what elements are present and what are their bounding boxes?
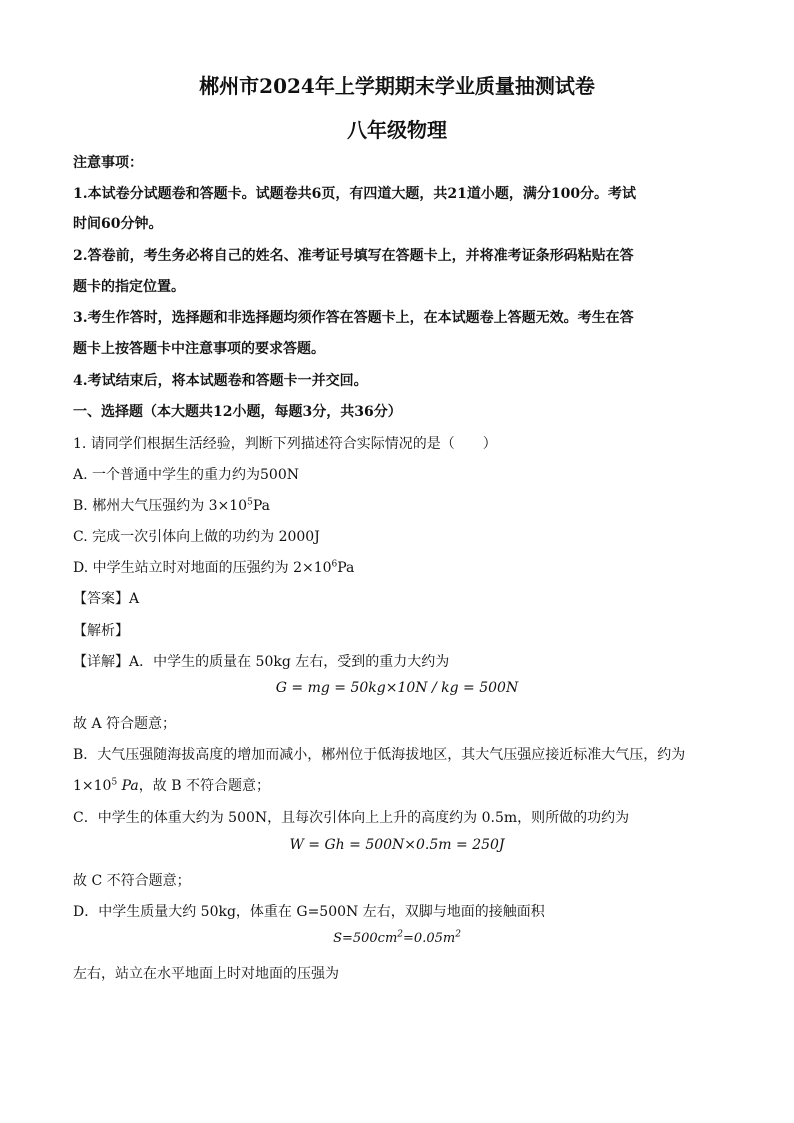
pressure-value: 1×10 <box>73 778 112 794</box>
question-stem: 1. 请同学们根据生活经验，判断下列描述符合实际情况的是（ ） <box>73 436 497 452</box>
detail-a-conclusion: 故 A 符合题意； <box>73 716 177 732</box>
option-c: C. 完成一次引体向上做的功约为 2000J <box>73 529 320 545</box>
option-b-exponent: 5 <box>247 497 253 508</box>
note-3-line-1: 3.考生作答时，选择题和非选择题均须作答在答题卡上，在本试题卷上答题无效。考生在答 <box>73 310 634 326</box>
note-3-line-2: 题卡上按答题卡中注意事项的要求答题。 <box>73 341 325 357</box>
option-b-unit: Pa <box>252 498 270 514</box>
option-d-unit: Pa <box>337 560 355 576</box>
note-2-line-1: 2.答卷前，考生务必将自己的姓名、准考证号填写在答题卡上，并将准考证条形码粘贴在答 <box>73 248 634 264</box>
formula-area <box>0 931 794 946</box>
detail-b-line-1: B．大气压强随海拔高度的增加而减小，郴州位于低海拔地区，其大气压强应接近标准大气压，约为 <box>73 747 686 763</box>
area-text: S=500cm <box>333 931 398 946</box>
formula-work: W = Gh = 500N×0.5m = 250J <box>289 837 505 853</box>
option-a: A. 一个普通中学生的重力约为500N <box>73 467 299 483</box>
detail-b-conclusion: ，故 B 不符合题意； <box>138 778 270 794</box>
pressure-exponent: 5 <box>111 777 118 788</box>
detail-a-line: 【详解】A．中学生的质量在 50kg 左右，受到的重力大约为 <box>73 654 450 670</box>
option-b-text: B. 郴州大气压强约为 3×10 <box>73 498 248 514</box>
note-1-line-2: 时间60分钟。 <box>73 216 163 232</box>
area-exponent-1: 2 <box>397 929 404 940</box>
note-1-line-1: 1.本试卷分试题卷和答题卡。试题卷共6页，有四道大题，共21道小题，满分100分。考试 <box>73 186 637 202</box>
area-text-2: =0.05m <box>403 931 456 946</box>
detail-b-line-2 <box>73 775 270 795</box>
note-2-line-2: 题卡的指定位置。 <box>73 279 185 295</box>
option-d <box>73 557 354 577</box>
analysis-label: 【解析】 <box>73 623 129 639</box>
pressure-unit: Pa <box>117 778 139 794</box>
option-b <box>73 495 270 515</box>
detail-d-line: D．中学生质量大约 50kg，体重在 G=500N 左右，双脚与地面的接触面积 <box>73 904 545 920</box>
section-heading: 一、选择题（本大题共12小题，每题3分，共36分） <box>73 404 402 420</box>
formula-gravity: G = mg = 50kg×10N / kg = 500N <box>275 680 519 696</box>
detail-c-conclusion: 故 C 不符合题意； <box>73 873 191 889</box>
detail-d-last: 左右，站立在水平地面上时对地面的压强为 <box>73 966 339 982</box>
exam-title: 郴州市2024年上学期期末学业质量抽测试卷 <box>199 74 595 98</box>
option-d-text: D. 中学生站立时对地面的压强约为 2×10 <box>73 560 332 576</box>
notes-heading: 注意事项： <box>73 155 143 171</box>
note-4: 4.考试结束后，将本试题卷和答题卡一并交回。 <box>73 373 368 389</box>
detail-c-line: C．中学生的体重大约为 500N，且每次引体向上上升的高度约为 0.5m，则所做的功约为 <box>73 810 630 826</box>
option-d-exponent: 6 <box>331 559 338 570</box>
area-exponent-2: 2 <box>455 929 461 940</box>
exam-subtitle: 八年级物理 <box>347 118 447 142</box>
answer-label: 【答案】A <box>73 591 140 607</box>
